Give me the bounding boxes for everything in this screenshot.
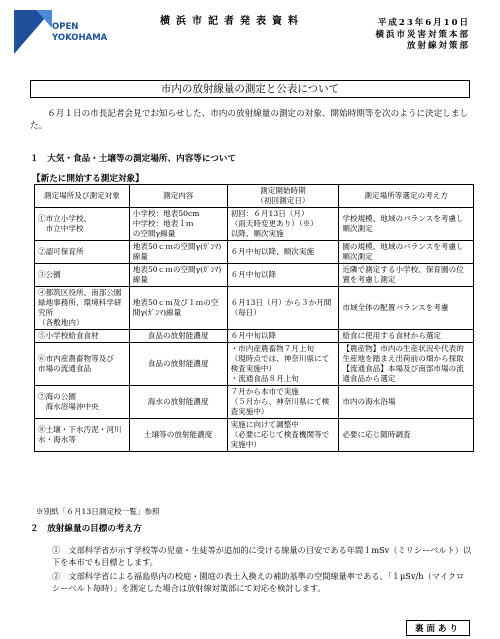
table-cell: ③公園 [35, 264, 130, 287]
table-row [35, 287, 474, 330]
table-row [35, 330, 474, 343]
issuer-block [375, 18, 470, 53]
objective-1: ① 文部科学省が示す学校等の児童・生徒等が追加的に受ける線量の目安である年間１mSv（ミリシーベルト）以下を本市でも目標とします。 [52, 545, 472, 567]
table-cell: ６月中旬以降、順次実施 [227, 241, 339, 264]
table-cell: 地表50ｃｍの空間γ(ｶﾞﾝﾏ)線量 [129, 264, 227, 287]
logo-text [52, 22, 107, 44]
footnote: ※別紙「６月13日測定校一覧」参照 [36, 507, 160, 516]
table-cell: 近隣で測定する小学校、保育園の位置を考慮し測定 [339, 264, 474, 287]
issue-date: 平成23年6月10日 [377, 18, 470, 28]
header-cell-rationale: 測定場所等選定の考え方 [339, 185, 474, 208]
table-cell: 給食に使用する食材から選定 [339, 330, 474, 343]
section-2-heading: ２ 放射線量の目標の考え方 [30, 524, 142, 534]
table-cell: ⑧土壌・下水汚泥・河川水・海水等 [35, 419, 130, 452]
table-cell: ６月中旬以降 [227, 330, 339, 343]
header-cell-location: 測定場所及び測定対象 [35, 185, 130, 208]
table-row [35, 419, 474, 452]
table-cell: 市内の海水浴場 [339, 386, 474, 419]
table-cell: 学校規模、地域のバランスを考慮し順次測定 [339, 208, 474, 241]
header-cell-start: 測定開始時期 （初回測定日） [227, 185, 339, 208]
table-row [35, 343, 474, 386]
table-cell: 海水の放射能濃度 [129, 386, 227, 419]
issuer-name: 横浜市災害対策本部 [375, 29, 470, 40]
table-body [35, 208, 474, 452]
table-cell: 食品の放射能濃度 [129, 330, 227, 343]
table-row [35, 208, 474, 241]
table-cell: 必要に応じ随時調査 [339, 419, 474, 452]
table-cell: 【農産物】市内の生産状況や代表的生産地を踏まえ出荷前の畑から採取 【流通食品】本場及び南部市場の流通食品から選定 [339, 343, 474, 386]
table-cell: ⑤小学校給食食材 [35, 330, 130, 343]
open-yokohama-logo-icon [8, 6, 58, 61]
table-row [35, 241, 474, 264]
table-row [35, 386, 474, 419]
table-cell: 土壌等の放射能濃度 [129, 419, 227, 452]
table-cell: 小学校：地表50cm 中学校：地表１ｍ の空間γ線量 [129, 208, 227, 241]
objective-2: ② 文部科学省による福島県内の校庭・園庭の表土入換えの補助基準の空間線量率である、「１μSv/h（マイクロシーベルト毎時）」を測定した場合は放射線対策部にて対応を検討します。 [52, 571, 465, 593]
table-header-row [35, 185, 474, 208]
table-cell: ７月から本市で実施 （５月から、神奈川県にて検査実施中） [227, 386, 339, 419]
logo-text-line2: YOKOHAMA [52, 33, 108, 43]
intro-paragraph: ６月１日の市長記者会見でお知らせした、市内の放射線量の測定の対象、開始時期等を次のように決定しました。 [30, 109, 469, 131]
measurement-table [34, 184, 474, 452]
press-release-heading: 横浜市記者発表資料 [160, 16, 304, 27]
table-cell: ６月中旬以降 [227, 264, 339, 287]
table-cell: ①市立小学校、 市立中学校 [35, 208, 130, 241]
table-cell: 園の規模、地域のバランスを考慮し順次測定 [339, 241, 474, 264]
table-cell: 初回：６月13日（月） （雨天時変更あり）（※） 以降、順次実施 [227, 208, 339, 241]
header-cell-content: 測定内容 [129, 185, 227, 208]
logo-text-line1: OPEN [52, 22, 79, 32]
table-cell: 実施に向けて調整中 （必要に応じて検査機関等で実施中） [227, 419, 339, 452]
table-cell: ・市内産農畜物７月上旬 （現時点では、神奈川県にて検査実施中） ・流通食品８月上旬 [227, 343, 339, 386]
table-cell: ⑥市内産農畜物等及び 市場の流通食品 [35, 343, 130, 386]
table-cell: 地表50ｃｍ及び１ｍの空間γ(ｶﾞﾝﾏ)線量 [129, 287, 227, 330]
table-cell: ②認可保育所 [35, 241, 130, 264]
issuer-department: 放射線対策部 [406, 41, 470, 51]
table-cell: 地表50ｃｍの空間γ(ｶﾞﾝﾏ)線量 [129, 241, 227, 264]
table-cell: ⑦海の公園 海水浴場沖中央 [35, 386, 130, 419]
table-row [35, 264, 474, 287]
document-title: 市内の放射線量の測定と公表について [30, 80, 470, 98]
back-side-note: 裏面あり [406, 620, 470, 636]
table-cell: 市域全体の配置バランスを考慮 [339, 287, 474, 330]
table-cell: 食品の放射能濃度 [129, 343, 227, 386]
table-cell: ④都筑区役所、南部公園緑地事務所、環境科学研究所 （各敷地内） [35, 287, 130, 330]
table-cell: ６月13日（月）から３か月間（毎日） [227, 287, 339, 330]
section-1-heading: １ 大気・食品・土壌等の測定場所、内容等について [30, 154, 237, 164]
table-caption: 【新たに開始する測定対象】 [32, 174, 144, 184]
